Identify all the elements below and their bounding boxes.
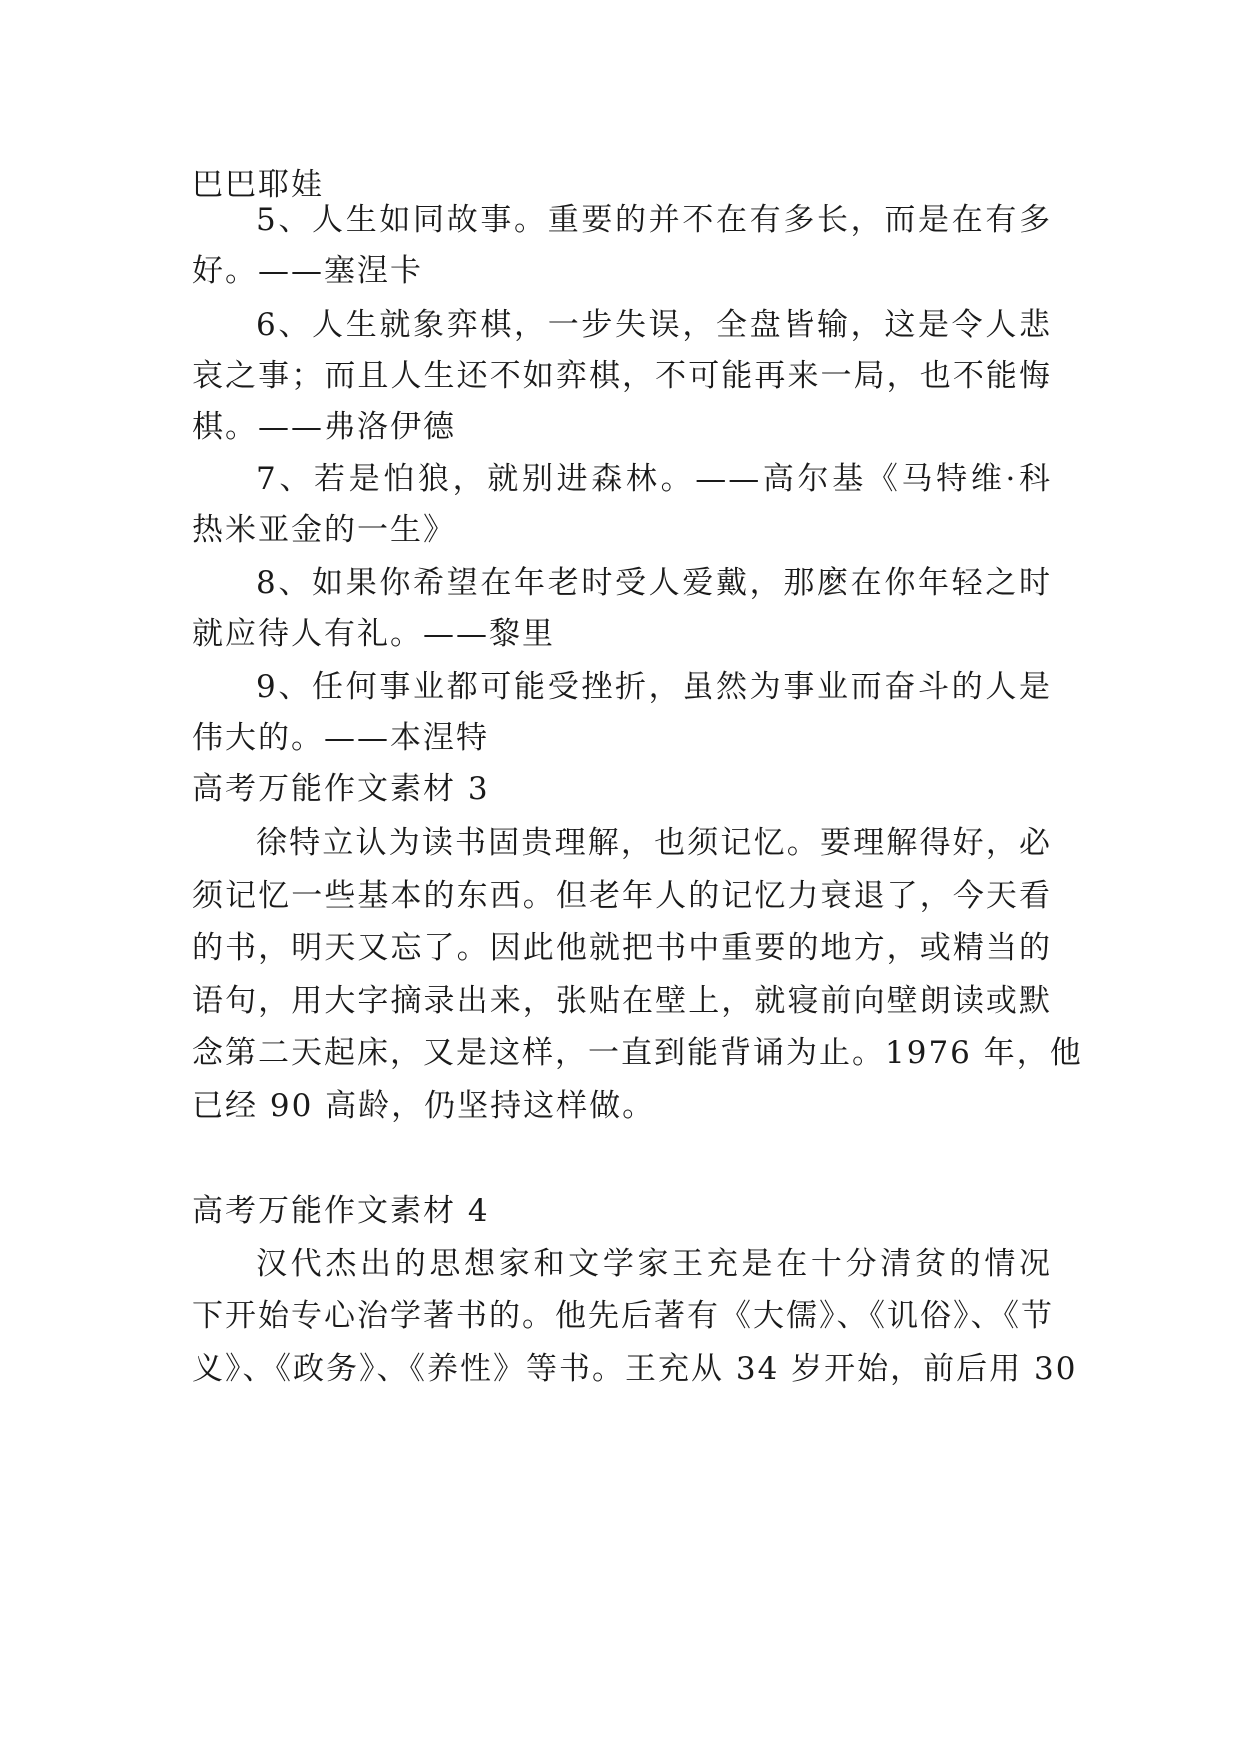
section-3-line-5: 念第二天起床，又是这样，一直到能背诵为止。1976 年，他 bbox=[192, 1035, 1083, 1071]
quote-6-line-3: 棋。——弗洛伊德 bbox=[192, 409, 456, 445]
quote-5-line-1: 5、人生如同故事。重要的并不在有多长，而是在有多 bbox=[256, 202, 1052, 238]
quote-9-line-2: 伟大的。——本涅特 bbox=[192, 720, 489, 756]
quote-8-line-2: 就应待人有礼。——黎里 bbox=[192, 616, 555, 652]
section-heading-4: 高考万能作文素材 4 bbox=[192, 1193, 490, 1229]
section-4-line-3: 义》、《政务》、《养性》等书。王充从 34 岁开始，前后用 30 bbox=[192, 1351, 1078, 1387]
quote-9-line-1: 9、任何事业都可能受挫折，虽然为事业而奋斗的人是 bbox=[256, 669, 1052, 705]
quote-6-line-2: 哀之事；而且人生还不如弈棋，不可能再来一局，也不能悔 bbox=[192, 358, 1052, 394]
section-4-line-1: 汉代杰出的思想家和文学家王充是在十分清贫的情况 bbox=[256, 1246, 1052, 1282]
section-3-line-4: 语句，用大字摘录出来，张贴在壁上，就寝前向壁朗读或默 bbox=[192, 983, 1052, 1019]
section-3-line-2: 须记忆一些基本的东西。但老年人的记忆力衰退了，今天看 bbox=[192, 878, 1052, 914]
section-heading-3: 高考万能作文素材 3 bbox=[192, 771, 490, 807]
quote-7-line-2: 热米亚金的一生》 bbox=[192, 512, 456, 548]
quote-6-line-1: 6、人生就象弈棋，一步失误，全盘皆输，这是令人悲 bbox=[256, 307, 1052, 343]
quote-5-line-2: 好。——塞涅卡 bbox=[192, 253, 423, 289]
section-3-line-3: 的书，明天又忘了。因此他就把书中重要的地方，或精当的 bbox=[192, 930, 1052, 966]
text-line: 巴巴耶娃 bbox=[192, 167, 324, 203]
quote-8-line-1: 8、如果你希望在年老时受人爱戴，那麽在你年轻之时 bbox=[256, 565, 1052, 601]
section-4-line-2: 下开始专心治学著书的。他先后著有《大儒》、《讥俗》、《节 bbox=[192, 1298, 1054, 1334]
section-3-line-1: 徐特立认为读书固贵理解，也须记忆。要理解得好，必 bbox=[256, 825, 1052, 861]
section-3-line-6: 已经 90 高龄，仍坚持这样做。 bbox=[192, 1088, 656, 1124]
quote-7-line-1: 7、若是怕狼，就别进森林。——高尔基《马特维·科 bbox=[256, 461, 1052, 497]
